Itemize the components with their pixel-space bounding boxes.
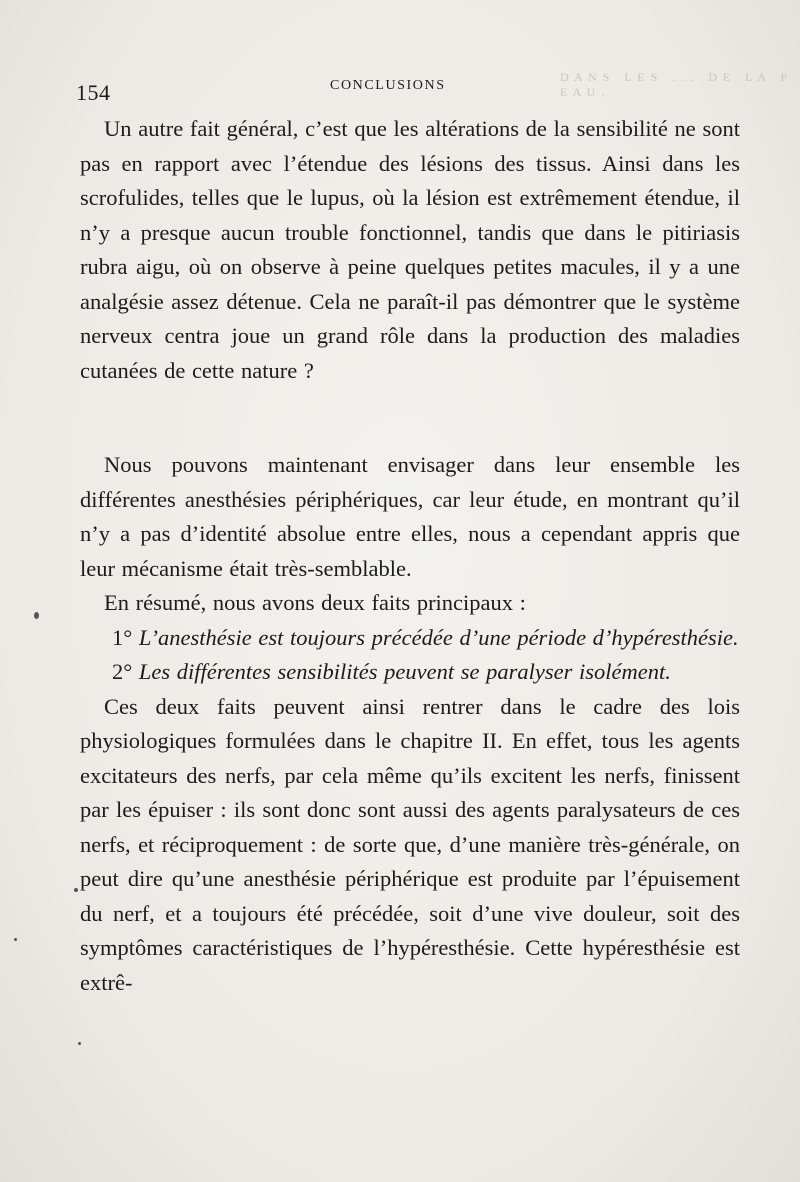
show-through-text: D A N S L E S . . . D E L A P E A U . (560, 70, 789, 99)
text-block-second (80, 448, 740, 1000)
page-number: 154 (76, 80, 111, 105)
paragraph-anesthesias: Nous pouvons maintenant envisager dans leur ensemble les différentes anesthésies périphériques, car leur étude, en montrant qu’il n’y a pas d’identité absolue entre elles, nous a cependant appris que leur mécanisme était très-semblable. (80, 452, 740, 581)
running-head: CONCLUSIONS (330, 78, 446, 93)
principal-fact-2-text: Les différentes sensibilités peuvent se paralyser isolément. (138, 659, 671, 684)
principal-fact-1 (80, 621, 740, 656)
paragraph-physiological-laws: Ces deux faits peuvent ainsi rentrer dans le cadre des lois physiologiques formulées dans le chapitre II. En effet, tous les agents excitateurs des nerfs, par cela même qu’ils excitent les nerfs, finissent par les épuiser : ils sont donc sont aussi des agents paralysateurs de ces nerfs, et réciproquement : de sorte que, d’une manière très-générale, on peut dire qu’une anesthésie périphérique est produite par l’épuisement du nerf, et a toujours été précédée, soit d’une vive douleur, soit des symptômes caractéristiques de l’hypéresthésie. Cette hypéresthésie est extrê- (80, 693, 740, 995)
paragraph-general-fact: Un autre fait général, c’est que les altérations de la sensibilité ne sont pas en rapport avec l’étendue des lésions des tissus. Ainsi dans les scrofulides, telles que le lupus, où la lésion est extrêmement étendue, il n’y a presque aucun trouble fonctionnel, tandis que dans le pitiriasis rubra aigu, où on observe à peine quelques petites macules, il y a une analgésie assez détenue. Cela ne paraît-il pas démontrer que le système nerveux centra joue un grand rôle dans la production des maladies cutanées de cette nature ? (80, 116, 740, 383)
print-speck (34, 612, 39, 619)
print-speck (78, 1042, 81, 1045)
principal-fact-1-number: 1° (112, 624, 133, 650)
print-speck (74, 888, 78, 892)
print-speck (14, 938, 17, 941)
paragraph-summary: En résumé, nous avons deux faits principaux : (104, 590, 526, 615)
principal-fact-2 (80, 655, 740, 690)
text-block-first (80, 112, 740, 388)
principal-fact-1-text: L’anesthésie est toujours précédée d’une période d’hypéresthésie. (138, 624, 739, 650)
principal-fact-2-number: 2° (112, 659, 133, 684)
